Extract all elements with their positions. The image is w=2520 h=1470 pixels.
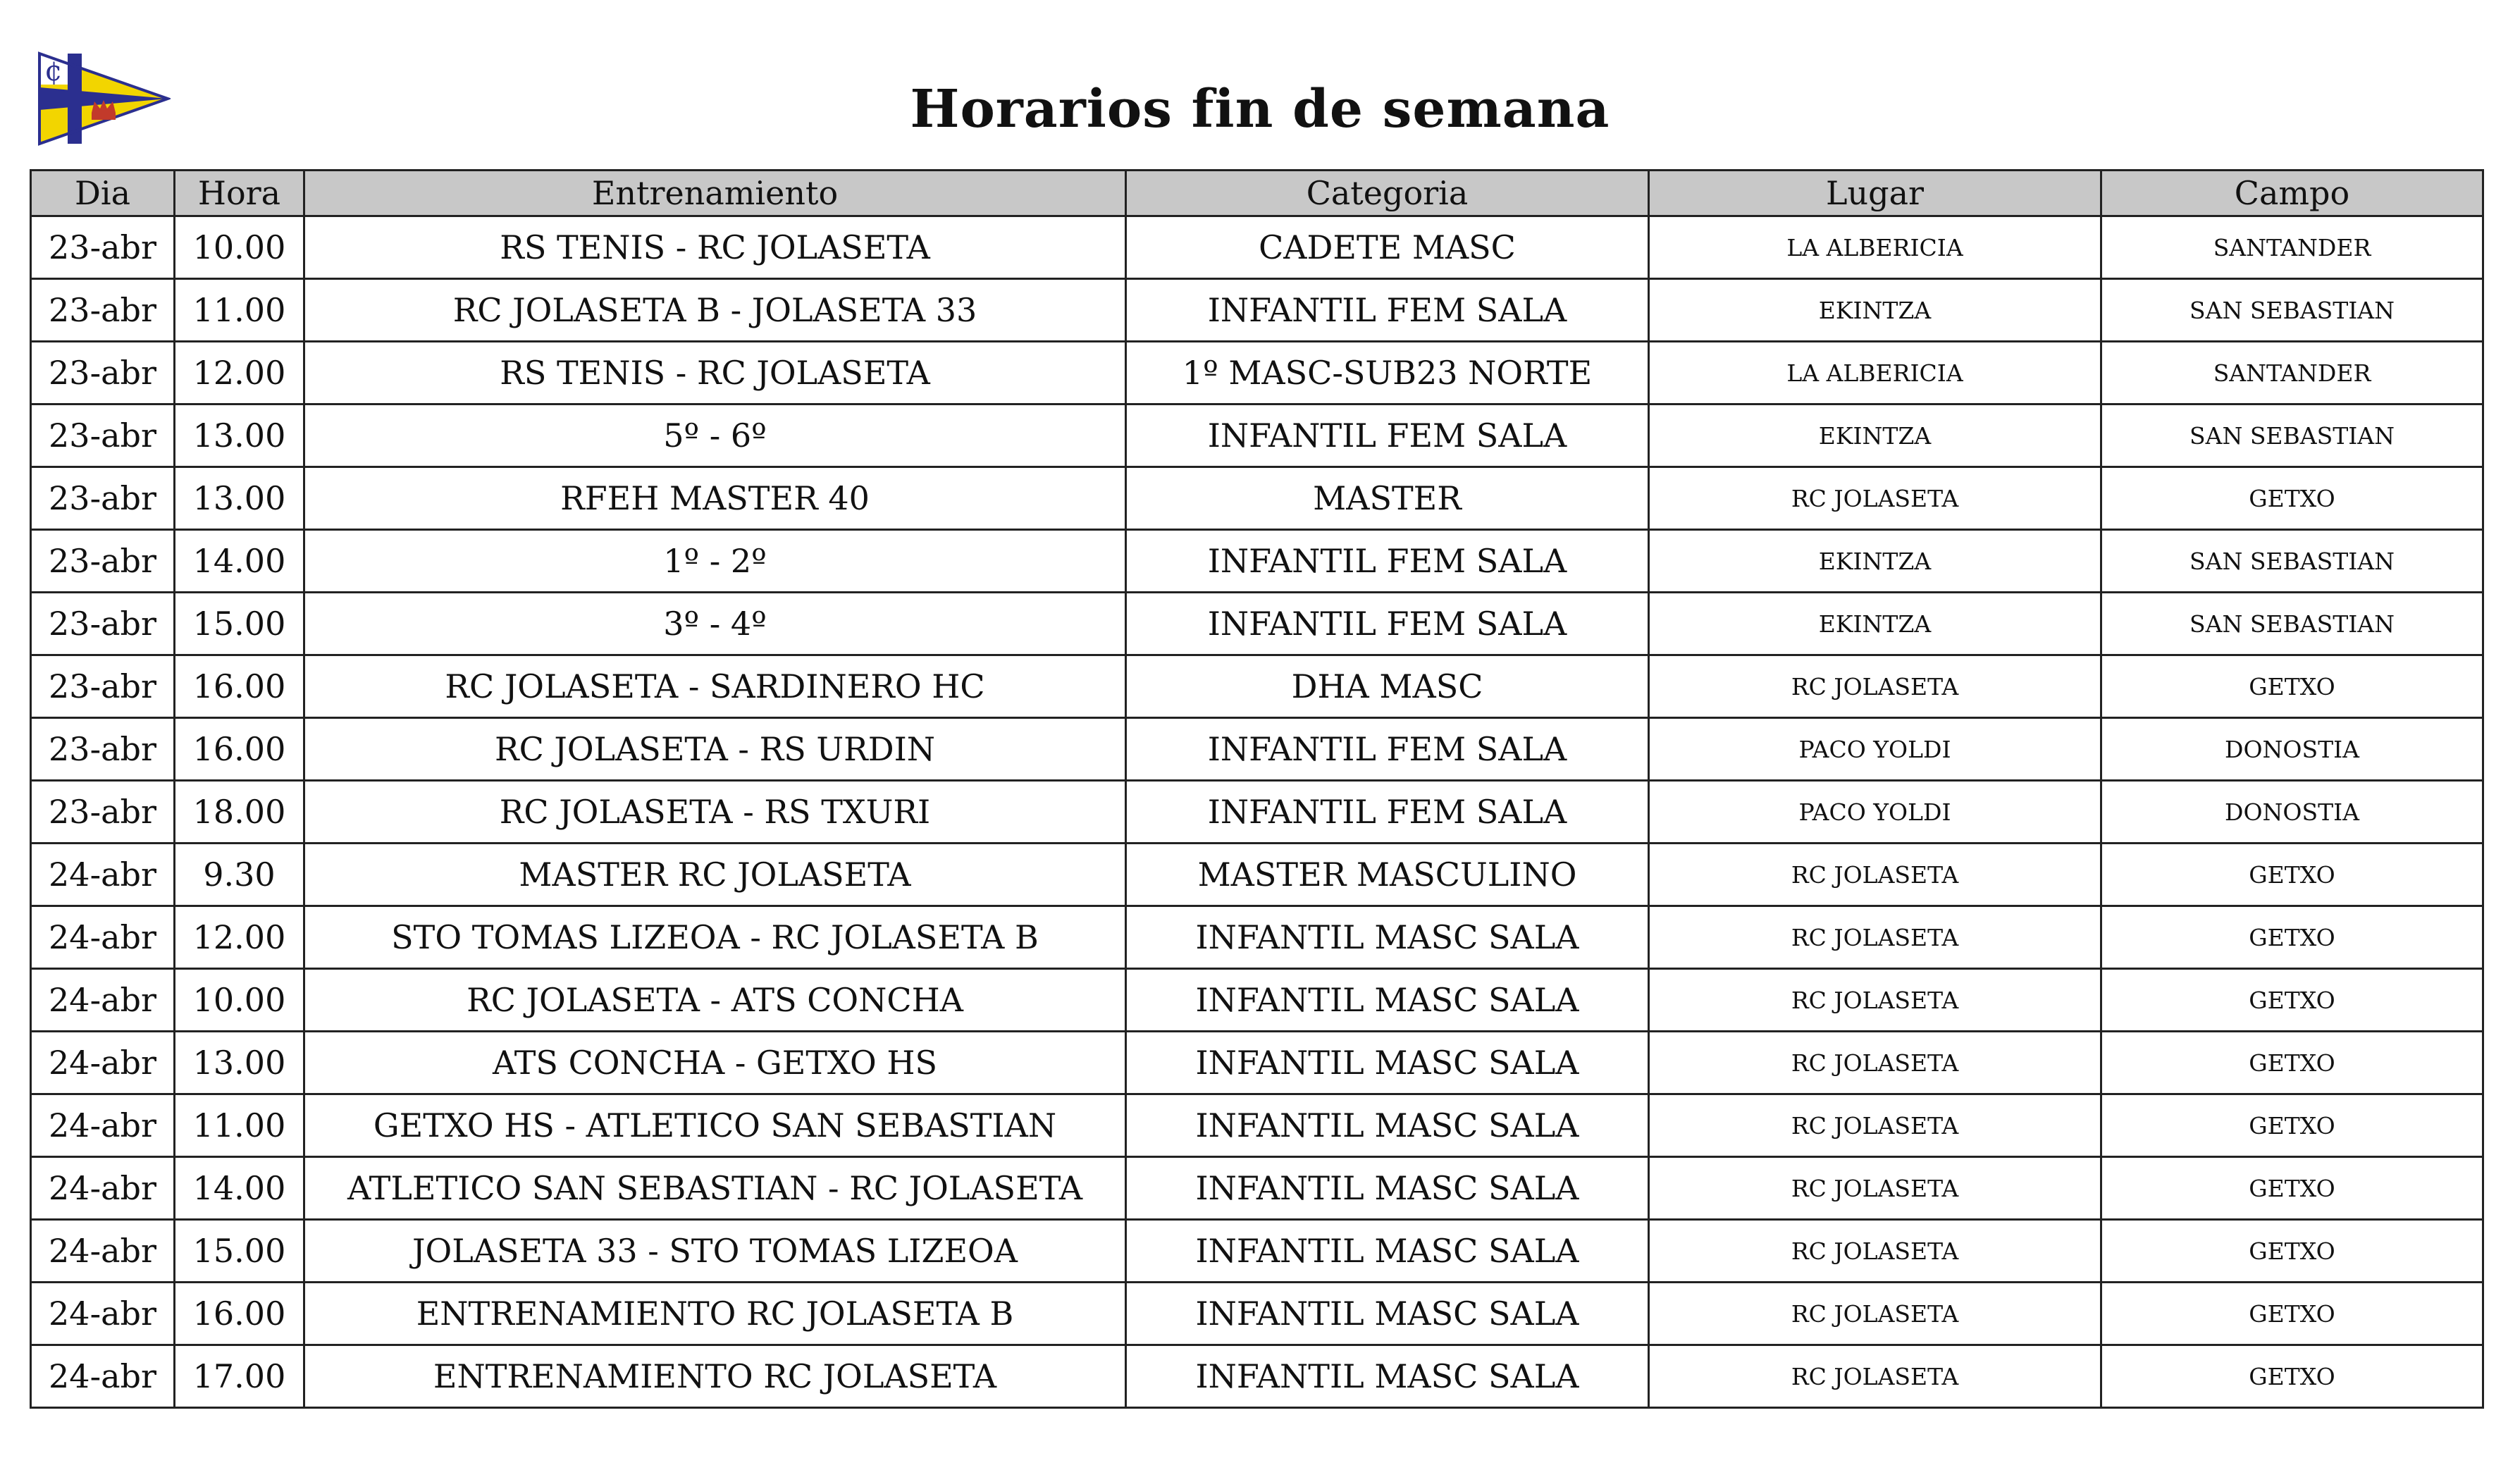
cell-dia: 23-abr — [31, 216, 175, 279]
cell-dia: 23-abr — [31, 467, 175, 530]
table-row — [31, 404, 2483, 467]
cell-hora: 11.00 — [175, 279, 304, 342]
cell-lugar: PACO YOLDI — [1649, 718, 2101, 781]
cell-campo: DONOSTIA — [2101, 781, 2483, 844]
cell-campo: SANTANDER — [2101, 216, 2483, 279]
cell-hora: 12.00 — [175, 906, 304, 969]
cell-categoria: INFANTIL MASC SALA — [1126, 1032, 1649, 1094]
cell-categoria: CADETE MASC — [1126, 216, 1649, 279]
cell-campo: GETXO — [2101, 1283, 2483, 1345]
cell-categoria: INFANTIL FEM SALA — [1126, 279, 1649, 342]
cell-lugar: RC JOLASETA — [1649, 1032, 2101, 1094]
cell-hora: 13.00 — [175, 404, 304, 467]
cell-hora: 13.00 — [175, 1032, 304, 1094]
table-row — [31, 1345, 2483, 1408]
cell-dia: 24-abr — [31, 1094, 175, 1157]
cell-categoria: INFANTIL FEM SALA — [1126, 593, 1649, 655]
cell-entrenamiento: MASTER RC JOLASETA — [304, 844, 1126, 906]
cell-entrenamiento: RS TENIS - RC JOLASETA — [304, 216, 1126, 279]
cell-lugar: RC JOLASETA — [1649, 906, 2101, 969]
cell-campo: GETXO — [2101, 1220, 2483, 1283]
cell-campo: GETXO — [2101, 1032, 2483, 1094]
cell-lugar: EKINTZA — [1649, 530, 2101, 593]
cell-dia: 24-abr — [31, 1345, 175, 1408]
cell-campo: GETXO — [2101, 969, 2483, 1032]
cell-entrenamiento: 5º - 6º — [304, 404, 1126, 467]
cell-dia: 23-abr — [31, 279, 175, 342]
cell-lugar: RC JOLASETA — [1649, 844, 2101, 906]
cell-entrenamiento: STO TOMAS LIZEOA - RC JOLASETA B — [304, 906, 1126, 969]
cell-hora: 16.00 — [175, 718, 304, 781]
cell-hora: 17.00 — [175, 1345, 304, 1408]
cell-entrenamiento: RC JOLASETA - RS TXURI — [304, 781, 1126, 844]
cell-categoria: INFANTIL FEM SALA — [1126, 718, 1649, 781]
cell-categoria: INFANTIL MASC SALA — [1126, 1345, 1649, 1408]
cell-dia: 24-abr — [31, 1157, 175, 1220]
cell-hora: 14.00 — [175, 530, 304, 593]
cell-campo: SAN SEBASTIAN — [2101, 593, 2483, 655]
header-hora: Hora — [175, 171, 304, 216]
cell-campo: SAN SEBASTIAN — [2101, 404, 2483, 467]
cell-campo: GETXO — [2101, 906, 2483, 969]
cell-hora: 11.00 — [175, 1094, 304, 1157]
header-entrenamiento: Entrenamiento — [304, 171, 1126, 216]
cell-categoria: INFANTIL MASC SALA — [1126, 906, 1649, 969]
cell-entrenamiento: RC JOLASETA - RS URDIN — [304, 718, 1126, 781]
cell-lugar: RC JOLASETA — [1649, 655, 2101, 718]
cell-entrenamiento: JOLASETA 33 - STO TOMAS LIZEOA — [304, 1220, 1126, 1283]
table-row — [31, 342, 2483, 404]
cell-hora: 15.00 — [175, 593, 304, 655]
cell-categoria: INFANTIL MASC SALA — [1126, 1283, 1649, 1345]
cell-entrenamiento: RC JOLASETA B - JOLASETA 33 — [304, 279, 1126, 342]
cell-categoria: DHA MASC — [1126, 655, 1649, 718]
table-row — [31, 593, 2483, 655]
cell-entrenamiento: ENTRENAMIENTO RC JOLASETA B — [304, 1283, 1126, 1345]
cell-dia: 23-abr — [31, 530, 175, 593]
cell-entrenamiento: RS TENIS - RC JOLASETA — [304, 342, 1126, 404]
cell-dia: 23-abr — [31, 718, 175, 781]
cell-lugar: RC JOLASETA — [1649, 1157, 2101, 1220]
cell-categoria: INFANTIL FEM SALA — [1126, 781, 1649, 844]
cell-lugar: LA ALBERICIA — [1649, 216, 2101, 279]
table-row — [31, 216, 2483, 279]
table-body — [31, 216, 2483, 1408]
cell-lugar: RC JOLASETA — [1649, 1094, 2101, 1157]
header-categoria: Categoria — [1126, 171, 1649, 216]
cell-entrenamiento: ATLETICO SAN SEBASTIAN - RC JOLASETA — [304, 1157, 1126, 1220]
cell-dia: 24-abr — [31, 844, 175, 906]
cell-categoria: MASTER — [1126, 467, 1649, 530]
cell-categoria: MASTER MASCULINO — [1126, 844, 1649, 906]
table-row — [31, 844, 2483, 906]
cell-hora: 15.00 — [175, 1220, 304, 1283]
table-row — [31, 906, 2483, 969]
cell-dia: 24-abr — [31, 969, 175, 1032]
table-row — [31, 969, 2483, 1032]
table-row — [31, 655, 2483, 718]
cell-dia: 23-abr — [31, 655, 175, 718]
table-row — [31, 1032, 2483, 1094]
cell-lugar: RC JOLASETA — [1649, 1220, 2101, 1283]
table-row — [31, 279, 2483, 342]
cell-lugar: RC JOLASETA — [1649, 969, 2101, 1032]
cell-lugar: PACO YOLDI — [1649, 781, 2101, 844]
cell-hora: 18.00 — [175, 781, 304, 844]
cell-entrenamiento: RC JOLASETA - ATS CONCHA — [304, 969, 1126, 1032]
cell-campo: GETXO — [2101, 467, 2483, 530]
cell-entrenamiento: ENTRENAMIENTO RC JOLASETA — [304, 1345, 1126, 1408]
cell-hora: 9.30 — [175, 844, 304, 906]
table-row — [31, 530, 2483, 593]
cell-lugar: LA ALBERICIA — [1649, 342, 2101, 404]
cell-campo: GETXO — [2101, 844, 2483, 906]
cell-dia: 23-abr — [31, 404, 175, 467]
cell-entrenamiento: ATS CONCHA - GETXO HS — [304, 1032, 1126, 1094]
cell-categoria: 1º MASC-SUB23 NORTE — [1126, 342, 1649, 404]
cell-hora: 16.00 — [175, 655, 304, 718]
cell-categoria: INFANTIL FEM SALA — [1126, 530, 1649, 593]
table-header-row — [31, 171, 2483, 216]
cell-entrenamiento: 3º - 4º — [304, 593, 1126, 655]
cell-campo: DONOSTIA — [2101, 718, 2483, 781]
cell-campo: SANTANDER — [2101, 342, 2483, 404]
cell-lugar: RC JOLASETA — [1649, 1283, 2101, 1345]
cell-categoria: INFANTIL MASC SALA — [1126, 969, 1649, 1032]
cell-categoria: INFANTIL FEM SALA — [1126, 404, 1649, 467]
header-dia: Dia — [31, 171, 175, 216]
cell-dia: 23-abr — [31, 781, 175, 844]
cell-campo: SAN SEBASTIAN — [2101, 279, 2483, 342]
cell-entrenamiento: 1º - 2º — [304, 530, 1126, 593]
cell-entrenamiento: RFEH MASTER 40 — [304, 467, 1126, 530]
cell-lugar: RC JOLASETA — [1649, 467, 2101, 530]
cell-lugar: EKINTZA — [1649, 279, 2101, 342]
cell-lugar: EKINTZA — [1649, 593, 2101, 655]
cell-hora: 13.00 — [175, 467, 304, 530]
table-row — [31, 718, 2483, 781]
cell-categoria: INFANTIL MASC SALA — [1126, 1157, 1649, 1220]
cell-campo: GETXO — [2101, 655, 2483, 718]
cell-hora: 16.00 — [175, 1283, 304, 1345]
cell-lugar: RC JOLASETA — [1649, 1345, 2101, 1408]
cell-entrenamiento: GETXO HS - ATLETICO SAN SEBASTIAN — [304, 1094, 1126, 1157]
table-row — [31, 1094, 2483, 1157]
cell-hora: 10.00 — [175, 216, 304, 279]
header-campo: Campo — [2101, 171, 2483, 216]
header-lugar: Lugar — [1649, 171, 2101, 216]
page-title: Horarios fin de semana — [910, 79, 1610, 140]
schedule-table — [30, 169, 2484, 1409]
cell-campo: GETXO — [2101, 1157, 2483, 1220]
cell-categoria: INFANTIL MASC SALA — [1126, 1094, 1649, 1157]
cell-lugar: EKINTZA — [1649, 404, 2101, 467]
cell-campo: SAN SEBASTIAN — [2101, 530, 2483, 593]
cell-campo: GETXO — [2101, 1345, 2483, 1408]
table-row — [31, 781, 2483, 844]
table-row — [31, 1283, 2483, 1345]
table-row — [31, 1157, 2483, 1220]
table-row — [31, 467, 2483, 530]
cell-hora: 14.00 — [175, 1157, 304, 1220]
cell-campo: GETXO — [2101, 1094, 2483, 1157]
cell-entrenamiento: RC JOLASETA - SARDINERO HC — [304, 655, 1126, 718]
cell-dia: 24-abr — [31, 906, 175, 969]
cell-dia: 23-abr — [31, 342, 175, 404]
cell-dia: 24-abr — [31, 1283, 175, 1345]
cell-dia: 24-abr — [31, 1220, 175, 1283]
cell-hora: 10.00 — [175, 969, 304, 1032]
cell-dia: 24-abr — [31, 1032, 175, 1094]
cell-hora: 12.00 — [175, 342, 304, 404]
pennant-monogram: ¢ — [44, 55, 63, 87]
table-row — [31, 1220, 2483, 1283]
cell-categoria: INFANTIL MASC SALA — [1126, 1220, 1649, 1283]
cell-dia: 23-abr — [31, 593, 175, 655]
